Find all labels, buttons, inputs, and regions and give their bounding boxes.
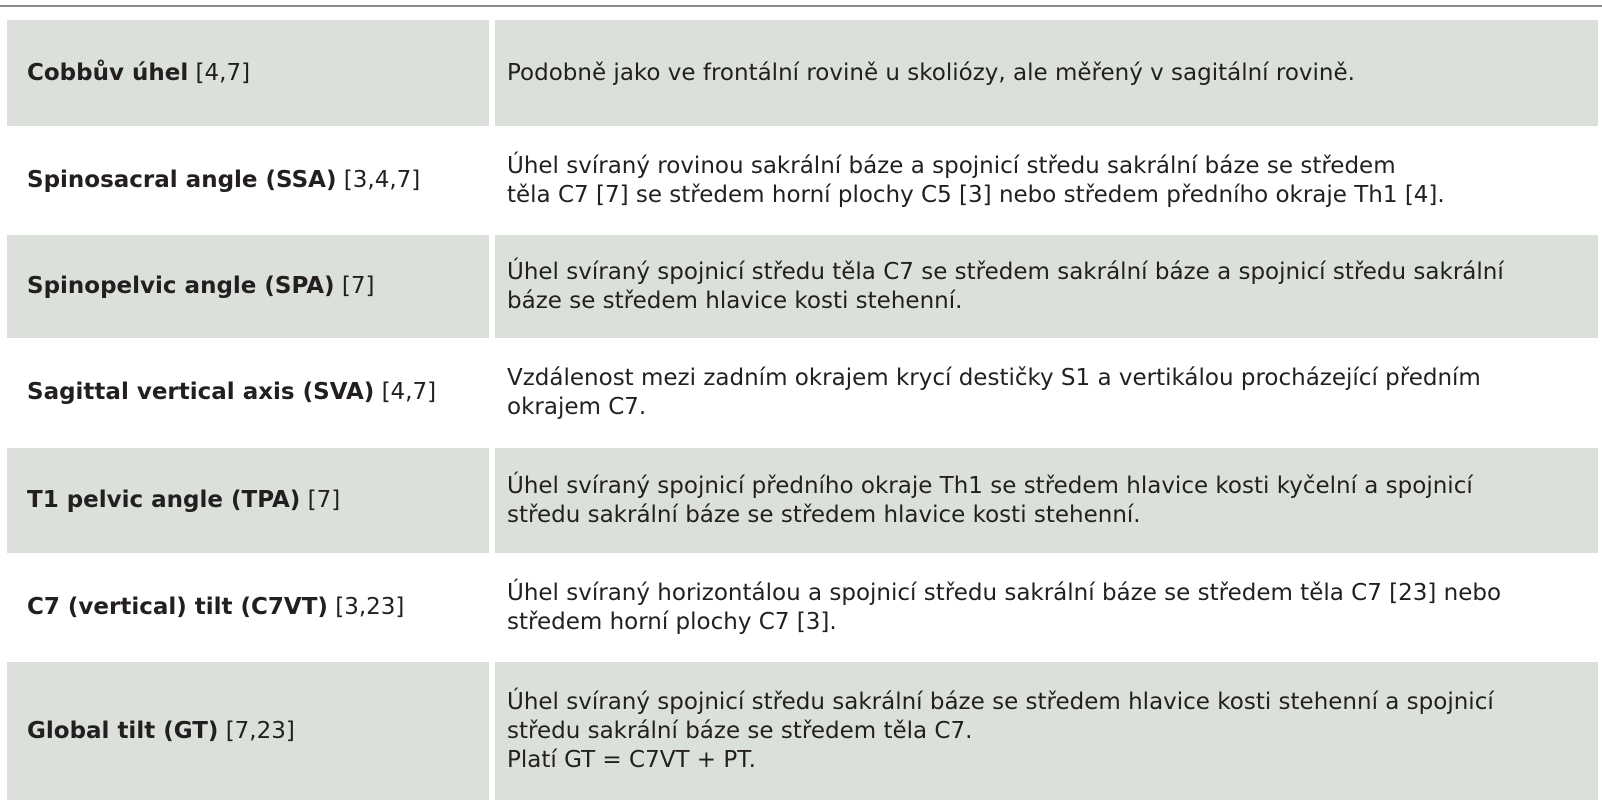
term-cell: [7, 129, 489, 232]
description-line: Úhel svíraný spojnicí středu sakrální báze se středem hlavice kosti stehenní a spojnicí: [507, 688, 1494, 715]
description-cell: [495, 129, 1598, 232]
description-line: Úhel svíraný rovinou sakrální báze a spojnicí středu sakrální báze se středem: [507, 152, 1396, 179]
term-name: T1 pelvic angle (TPA): [27, 487, 301, 513]
description-line: Podobně jako ve frontální rovině u skoliózy, ale měřený v sagitální rovině.: [507, 59, 1355, 86]
description-cell: [495, 20, 1598, 126]
term-name: Spinopelvic angle (SPA): [27, 273, 335, 299]
term-name: Global tilt (GT): [27, 717, 219, 744]
table-row: [0, 341, 1602, 444]
description-line: okrajem C7.: [507, 393, 647, 420]
description-line: těla C7 [7] se středem horní plochy C5 [3] nebo středem předního okraje Th1 [4].: [507, 181, 1445, 208]
description-cell: [495, 235, 1598, 338]
description-cell: [495, 448, 1598, 553]
term-name: Sagittal vertical axis (SVA): [27, 379, 375, 405]
description-line: Vzdálenost mezi zadním okrajem krycí destičky S1 a vertikálou procházející předním: [507, 364, 1481, 391]
term-references: [4,7]: [381, 379, 437, 405]
term-name: Spinosacral angle (SSA): [27, 167, 337, 193]
description-line: Úhel svíraný spojnicí předního okraje Th1 se středem hlavice kosti kyčelní a spojnicí: [507, 472, 1473, 499]
term-cell: [7, 341, 489, 444]
table-top-rule: [0, 5, 1602, 7]
term-cell: [7, 235, 489, 338]
table-row: [0, 235, 1602, 338]
description-line: středem horní plochy C7 [3].: [507, 608, 837, 635]
table-row: [0, 662, 1602, 800]
description-line: středu sakrální báze se středem hlavice kosti stehenní.: [507, 501, 1141, 528]
table-row: [0, 556, 1602, 659]
term-cell: [7, 448, 489, 553]
description-line: Úhel svíraný spojnicí středu těla C7 se středem sakrální báze a spojnicí středu sakrální: [507, 258, 1504, 285]
term-references: [7]: [341, 273, 375, 299]
term-cell: [7, 556, 489, 659]
description-line: báze se středem hlavice kosti stehenní.: [507, 287, 963, 314]
description-cell: [495, 341, 1598, 444]
description-line: Úhel svíraný horizontálou a spojnicí středu sakrální báze se středem těla C7 [23] nebo: [507, 579, 1502, 606]
table-row: [0, 129, 1602, 232]
term-name: Cobbův úhel: [27, 59, 189, 86]
term-references: [3,4,7]: [343, 167, 421, 193]
term-references: [7,23]: [225, 717, 295, 744]
term-references: [7]: [307, 487, 341, 513]
term-references: [3,23]: [335, 594, 405, 620]
table-row: [0, 448, 1602, 553]
description-cell: [495, 662, 1598, 800]
table-row: [0, 20, 1602, 126]
term-cell: [7, 662, 489, 800]
term-cell: [7, 20, 489, 126]
term-references: [4,7]: [195, 59, 251, 86]
term-name: C7 (vertical) tilt (C7VT): [27, 594, 328, 620]
description-cell: [495, 556, 1598, 659]
description-line: středu sakrální báze se středem těla C7.: [507, 717, 973, 744]
description-line: Platí GT = C7VT + PT.: [507, 746, 756, 773]
